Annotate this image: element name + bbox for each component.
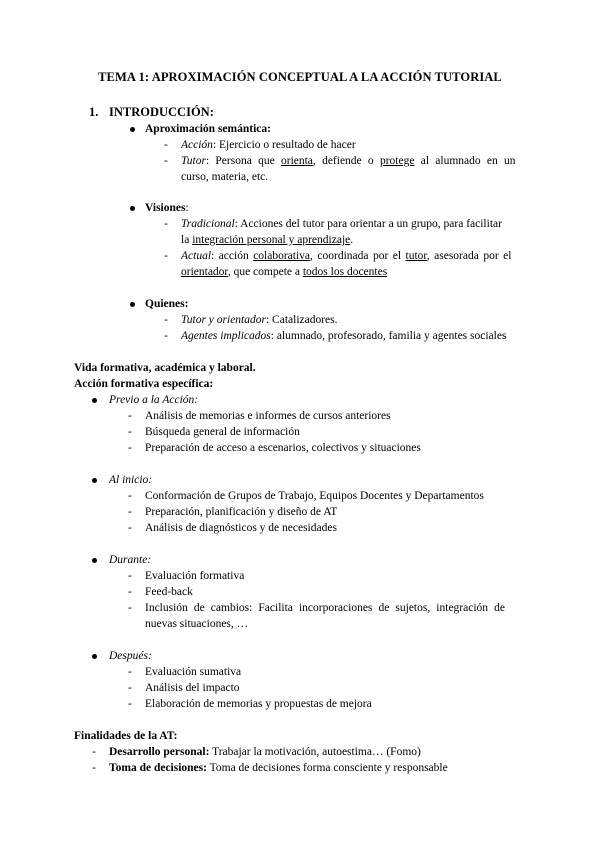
- actual-underline-orientador: orientador: [181, 266, 228, 278]
- tutor-underline-orienta: orienta: [280, 155, 313, 167]
- visiones-label-text: Visiones: [145, 202, 186, 214]
- finalidad-text: Toma de decisiones forma consciente y responsable: [206, 762, 448, 774]
- tutor-text: , defiende o: [312, 155, 380, 167]
- tutor-definition: [181, 153, 526, 169]
- phase-label-inicio: Al inicio:: [109, 474, 153, 486]
- tutor-text: al alumnado en un: [414, 155, 516, 167]
- list-item: Análisis del impacto: [145, 682, 240, 694]
- actual-text: , asesorada por el: [426, 250, 512, 262]
- dash-icon: -: [128, 522, 132, 534]
- list-item: Búsqueda general de información: [145, 426, 300, 438]
- finalidades-heading: Finalidades de la AT:: [74, 730, 178, 742]
- finalidad-item: [109, 744, 421, 760]
- phase-label-despues: Después:: [109, 650, 152, 662]
- list-item: Elaboración de memorias y propuestas de mejora: [145, 698, 372, 710]
- list-item: Conformación de Grupos de Trabajo, Equipos Docentes y Departamentos: [145, 490, 484, 502]
- accion-term: Acción: [181, 139, 213, 151]
- finalidad-term: Toma de decisiones:: [109, 762, 207, 774]
- dash-icon: -: [164, 155, 168, 167]
- list-item-continuation: nuevas situaciones, …: [145, 618, 249, 630]
- bullet-icon: [130, 127, 135, 132]
- dash-icon: -: [128, 426, 132, 438]
- bullet-icon: [92, 478, 97, 483]
- phase-label-previo: Previo a la Acción:: [109, 394, 199, 406]
- quienes-text: : alumnado, profesorado, familia y agentes sociales: [270, 330, 507, 342]
- finalidad-text: Trabajar la motivación, autoestima… (Fomo): [209, 746, 421, 758]
- visiones-colon: :: [185, 202, 189, 214]
- dash-icon: -: [128, 602, 132, 614]
- page-title: TEMA 1: APROXIMACIÓN CONCEPTUAL A LA ACCIÓN TUTORIAL: [98, 70, 502, 84]
- tutor-definition-line2: curso, materia, etc.: [181, 171, 269, 183]
- vida-heading: Vida formativa, académica y laboral.: [74, 362, 256, 374]
- dash-icon: -: [164, 314, 168, 326]
- accion-formativa-heading: Acción formativa específica:: [74, 378, 214, 390]
- accion-definition: [181, 137, 356, 153]
- tradicional-text: la: [181, 234, 193, 246]
- visiones-label: [145, 200, 189, 216]
- quienes-label: Quienes:: [145, 298, 189, 310]
- dash-icon: -: [164, 250, 168, 262]
- dash-icon: -: [128, 698, 132, 710]
- actual-underline-colaborativa: colaborativa: [253, 250, 311, 262]
- tutor-term: Tutor: [181, 155, 206, 167]
- dash-icon: -: [128, 506, 132, 518]
- dash-icon: -: [92, 746, 96, 758]
- list-item: Análisis de memorias e informes de cursos anteriores: [145, 410, 391, 422]
- semantica-label: Aproximación semántica:: [145, 123, 271, 135]
- actual-definition: [181, 248, 511, 264]
- tradicional-text: .: [350, 234, 354, 246]
- dash-icon: -: [128, 666, 132, 678]
- quienes-item-tutor: [181, 312, 338, 328]
- bullet-icon: [130, 302, 135, 307]
- quienes-term: Agentes implicados: [181, 330, 271, 342]
- list-item: Preparación de acceso a escenarios, colectivos y situaciones: [145, 442, 421, 454]
- dash-icon: -: [128, 442, 132, 454]
- list-item: Análisis de diagnósticos y de necesidades: [145, 522, 337, 534]
- accion-text: : Ejercicio o resultado de hacer: [212, 139, 356, 151]
- actual-text: , que compete a: [227, 266, 303, 278]
- tradicional-definition: [181, 216, 502, 232]
- actual-text: : acción: [211, 250, 254, 262]
- dash-icon: -: [128, 490, 132, 502]
- dash-icon: -: [92, 762, 96, 774]
- dash-icon: -: [164, 218, 168, 230]
- bullet-icon: [130, 206, 135, 211]
- section-heading-introduccion: INTRODUCCIÓN:: [109, 105, 214, 119]
- list-item: Inclusión de cambios: Facilita incorporaciones de sujetos, integración de: [145, 602, 505, 614]
- quienes-term: Tutor y orientador: [181, 314, 266, 326]
- bullet-icon: [92, 654, 97, 659]
- list-item: Preparación, planificación y diseño de AT: [145, 506, 338, 518]
- dash-icon: -: [128, 570, 132, 582]
- tradicional-term: Tradicional: [181, 218, 235, 230]
- actual-term: Actual: [181, 250, 212, 262]
- actual-text: , coordinada por el: [310, 250, 406, 262]
- list-item: Evaluación sumativa: [145, 666, 242, 678]
- tradicional-line2: [181, 232, 353, 248]
- tradicional-underline: integración personal y aprendizaje: [192, 234, 351, 246]
- dash-icon: -: [128, 682, 132, 694]
- bullet-icon: [92, 398, 97, 403]
- actual-underline-todos-los-docentes: todos los docentes: [302, 266, 388, 278]
- dash-icon: -: [128, 586, 132, 598]
- actual-underline-tutor: tutor: [405, 250, 427, 262]
- finalidad-term: Desarrollo personal:: [109, 746, 210, 758]
- dash-icon: -: [128, 410, 132, 422]
- tutor-text: : Persona que: [205, 155, 281, 167]
- list-item: Feed-back: [145, 586, 193, 598]
- quienes-item-agentes: [181, 328, 506, 344]
- actual-line2: [181, 264, 387, 280]
- phase-label-durante: Durante:: [109, 554, 152, 566]
- dash-icon: -: [164, 330, 168, 342]
- list-item: Evaluación formativa: [145, 570, 245, 582]
- quienes-text: : Catalizadores.: [265, 314, 338, 326]
- bullet-icon: [92, 558, 97, 563]
- section-number: 1.: [89, 105, 99, 119]
- dash-icon: -: [164, 139, 168, 151]
- finalidad-item: [109, 760, 448, 776]
- tradicional-text: : Acciones del tutor para orientar a un grupo, para facilitar: [234, 218, 502, 230]
- tutor-underline-protege: protege: [379, 155, 415, 167]
